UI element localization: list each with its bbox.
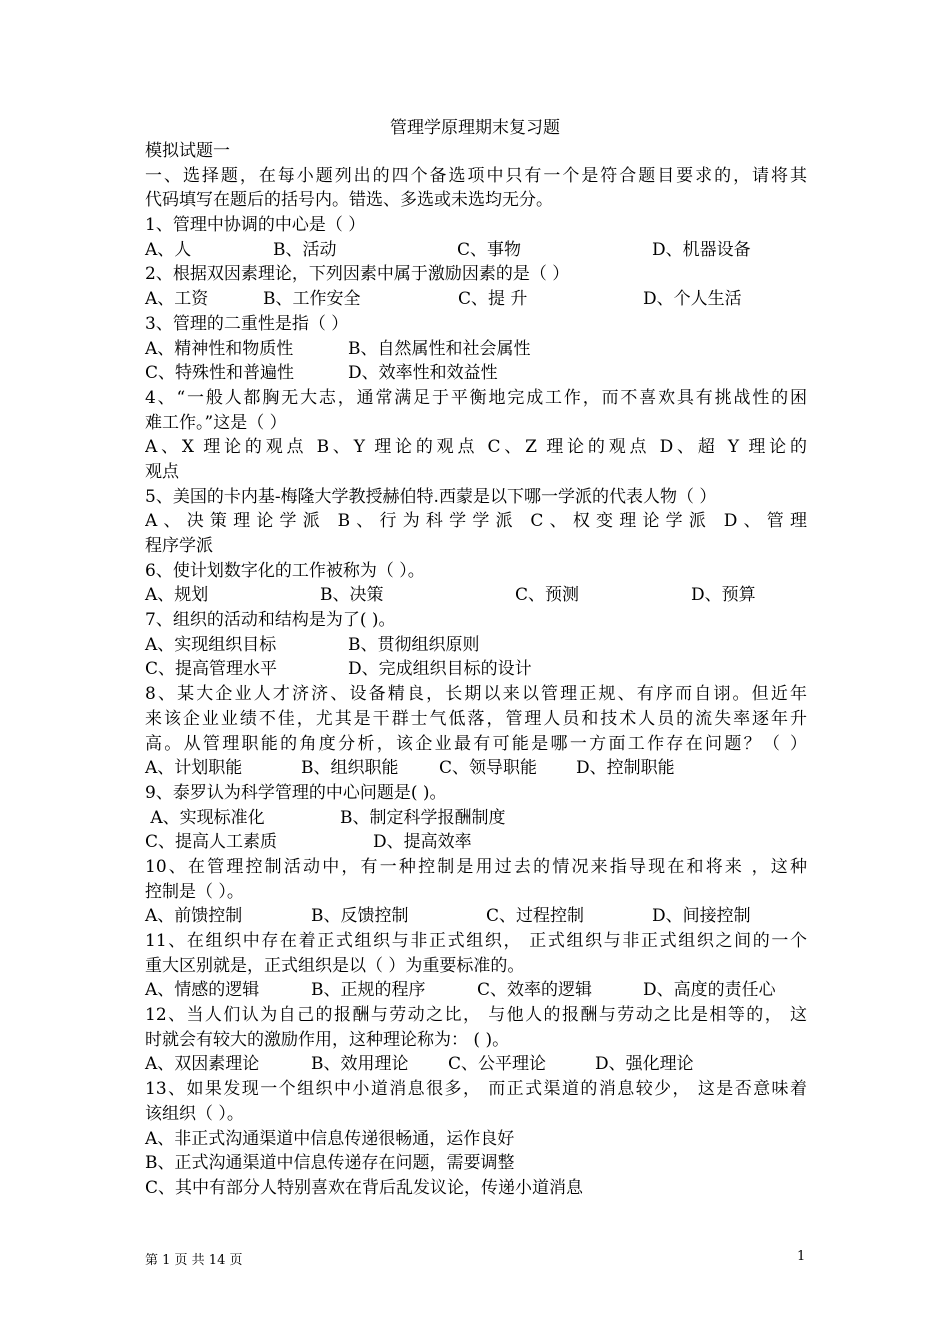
- question-7-options-1: [145, 633, 807, 658]
- question-6-options: [145, 583, 807, 608]
- question-13-stem-1: 13、如果发现一个组织中小道消息很多， 而正式渠道的消息较少， 这是否意味着: [145, 1079, 807, 1100]
- question-7-stem: 7、组织的活动和结构是为了( )。: [145, 610, 396, 631]
- question-5-options-1: A、决策理论学派 B、行为科学学派 C、权变理论学派 D、管理: [145, 511, 807, 532]
- option-b: B、贯彻组织原则: [348, 634, 480, 655]
- question-2-stem: 2、根据双因素理论，下列因素中属于激励因素的是（ ）: [145, 264, 570, 285]
- question-1-stem: 1、管理中协调的中心是（ ）: [145, 215, 366, 236]
- option-c: C、事物: [457, 239, 522, 260]
- question-13-stem-2: 该组织（ ）。: [145, 1103, 244, 1124]
- option-d: D、机器设备: [652, 239, 751, 260]
- question-8-stem-3: 高。从管理职能的角度分析，该企业最有可能是哪一方面工作存在问题？（ ）: [145, 733, 807, 754]
- option-c: C、效率的逻辑: [477, 980, 593, 1001]
- question-9-stem: 9、泰罗认为科学管理的中心问题是( )。: [145, 782, 447, 803]
- question-10-stem-1: 10、在管理控制活动中，有一种控制是用过去的情况来指导现在和将来 ，这种: [145, 856, 807, 877]
- option-c: C、提 升: [458, 289, 528, 310]
- question-3-options-1: [145, 337, 807, 362]
- section-title: 模拟试题一: [145, 141, 230, 161]
- question-4-stem-1: 4、“一般人都胸无大志，通常满足于平衡地完成工作，而不喜欢具有挑战性的困: [145, 387, 807, 408]
- option-c: C、公平理论: [448, 1054, 547, 1075]
- question-13-option-c: C、其中有部分人特别喜欢在背后乱发议论，传递小道消息: [145, 1177, 584, 1198]
- option-d: D、效率性和效益性: [348, 363, 498, 384]
- option-b: B、组织职能: [301, 758, 399, 779]
- question-8-stem-2: 来该企业业绩不佳，尤其是干群士气低落，管理人员和技术人员的流失率逐年升: [145, 708, 807, 729]
- option-a: A、工资: [145, 289, 209, 310]
- option-d: D、强化理论: [595, 1054, 694, 1075]
- question-8-options: [145, 756, 807, 781]
- option-a: A、规划: [145, 585, 209, 606]
- question-12-stem-2: 时就会有较大的激励作用，这种理论称为： ( )。: [145, 1029, 510, 1050]
- option-d: D、提高效率: [373, 832, 472, 853]
- instructions-line-1: 一、选择题，在每小题列出的四个备选项中只有一个是符合题目要求的，请将其: [145, 165, 807, 186]
- option-b: B、制定科学报酬制度: [340, 807, 506, 828]
- option-d: D、控制职能: [576, 758, 675, 779]
- option-d: D、预算: [691, 585, 756, 606]
- option-c: C、特殊性和普遍性: [145, 363, 295, 384]
- option-b: B、自然属性和社会属性: [348, 338, 531, 359]
- option-c: C、提高管理水平: [145, 659, 278, 680]
- question-11-stem-1: 11、在组织中存在着正式组织与非正式组织， 正式组织与非正式组织之间的一个: [145, 931, 807, 951]
- exam-content: [145, 139, 807, 1201]
- option-c: C、过程控制: [486, 906, 585, 927]
- question-13-option-b: B、正式沟通渠道中信息传递存在问题，需要调整: [145, 1153, 515, 1174]
- page-title: 管理学原理期末复习题: [390, 118, 560, 138]
- page-number: 1: [797, 1249, 806, 1264]
- question-11-stem-2: 重大区别就是，正式组织是以（ ）为重要标准的。: [145, 955, 525, 976]
- instructions-line-2: 代码填写在题后的括号内。错选、多选或未选均无分。: [145, 190, 553, 211]
- option-b: B、效用理论: [311, 1054, 409, 1075]
- question-4-stem-2: 难工作。”这是（ ）: [145, 412, 287, 433]
- question-5-options-2: 程序学派: [145, 536, 213, 556]
- question-5-stem: 5、美国的卡内基-梅隆大学教授赫伯特.西蒙是以下哪一学派的代表人物（ ）: [145, 486, 717, 507]
- option-a: A、实现组织目标: [145, 634, 277, 655]
- option-c: C、预测: [515, 585, 580, 606]
- option-a: A、实现标准化: [145, 807, 265, 828]
- question-4-options-2: 观点: [145, 461, 179, 482]
- question-3-stem: 3、管理的二重性是指（ ）: [145, 313, 349, 334]
- option-b: B、决策: [320, 585, 384, 606]
- question-8-stem-1: 8、某大企业人才济济、设备精良，长期以来以管理正规、有序而自诩。但近年: [145, 684, 807, 705]
- option-d: D、高度的责任心: [643, 980, 776, 1001]
- option-a: A、前馈控制: [145, 906, 243, 927]
- option-d: D、间接控制: [652, 906, 751, 927]
- option-d: D、完成组织目标的设计: [348, 659, 532, 680]
- option-a: A、人: [145, 239, 192, 260]
- question-12-stem-1: 12、当人们认为自己的报酬与劳动之比， 与他人的报酬与劳动之比是相等的， 这: [145, 1005, 807, 1026]
- question-6-stem: 6、使计划数字化的工作被称为（ ）。: [145, 560, 425, 581]
- option-d: D、个人生活: [643, 289, 742, 310]
- question-4-options-1: A、X 理论的观点 B、Y 理论的观点 C、Z 理论的观点 D、超 Y 理论的: [145, 437, 807, 458]
- question-9-options-1: [145, 806, 807, 831]
- question-7-options-2: [145, 657, 807, 682]
- option-b: B、正规的程序: [311, 980, 426, 1001]
- page-footer-counter: 第 1 页 共 14 页: [145, 1253, 243, 1268]
- option-b: B、反馈控制: [311, 906, 409, 927]
- option-b: B、工作安全: [263, 289, 361, 310]
- question-2-options: [145, 287, 807, 312]
- question-3-options-2: [145, 361, 807, 386]
- option-a: A、精神性和物质性: [145, 338, 294, 359]
- question-13-option-a: A、非正式沟通渠道中信息传递很畅通，运作良好: [145, 1128, 515, 1149]
- question-1-options: [145, 238, 807, 263]
- option-c: C、提高人工素质: [145, 832, 278, 853]
- option-c: C、领导职能: [439, 758, 538, 779]
- option-b: B、活动: [273, 239, 337, 260]
- option-a: A、情感的逻辑: [145, 980, 260, 1001]
- option-a: A、计划职能: [145, 758, 243, 779]
- question-12-options: [145, 1052, 807, 1077]
- question-10-options: [145, 904, 807, 929]
- option-a: A、双因素理论: [145, 1054, 260, 1075]
- question-10-stem-2: 控制是（ ）。: [145, 881, 244, 902]
- question-9-options-2: [145, 830, 807, 855]
- question-11-options: [145, 978, 807, 1003]
